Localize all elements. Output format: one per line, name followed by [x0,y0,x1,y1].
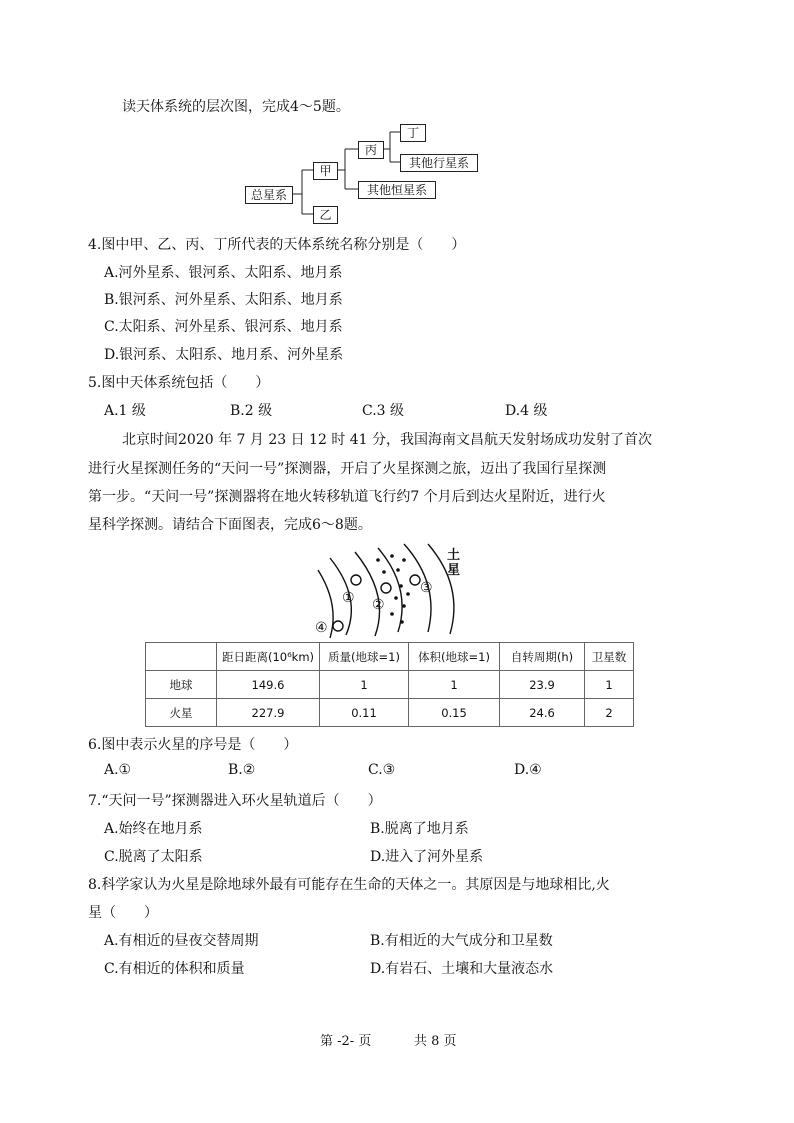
orbit-marker-4: ④ [315,620,328,636]
question-6-option-d: D.④ [514,762,542,778]
table-header-cell: 自转周期(h) [500,643,585,671]
passage-line-4: 星科学探测。请结合下面图表，完成6～8题。 [88,517,372,533]
question-5-stem: 5.图中天体系统包括（ ） [88,375,270,391]
question-8-option-d: D.有岩石、土壤和大量液态水 [370,961,554,977]
page-total: 共 8 页 [414,1034,457,1049]
question-5-option-a: A.1 级 [104,403,146,419]
planet-data-table [145,642,634,727]
table-header-row [146,643,634,671]
question-7-option-c: C.脱离了太阳系 [104,849,203,865]
table-cell: 0.15 [409,699,500,727]
orbit-marker-1: ① [342,590,355,606]
passage-line-3: 第一步。“天问一号”探测器将在地火转移轨道飞行约7 个月后到达火星附近，进行火 [88,489,606,505]
question-7-option-d: D.进入了河外星系 [370,849,484,865]
table-cell: 1 [409,671,500,699]
page-number: 第 -2- 页 [320,1034,372,1049]
node-bing: 丙 [358,141,384,159]
table-header-cell: 体积(地球=1) [409,643,500,671]
table-cell: 24.6 [500,699,585,727]
table-cell: 地球 [146,671,217,699]
question-5-option-d: D.4 级 [505,403,548,419]
passage-line-2: 进行火星探测任务的“天问一号”探测器，开启了火星探测之旅，迈出了我国行星探测 [88,461,607,477]
question-4-option-c: C.太阳系、河外星系、银河系、地月系 [104,319,343,335]
question-5-option-c: C.3 级 [362,403,405,419]
table-header-cell: 卫星数 [585,643,634,671]
table-cell: 227.9 [217,699,320,727]
question-5-option-b: B.2 级 [230,403,273,419]
question-6-stem: 6.图中表示火星的序号是（ ） [88,737,298,753]
table-row [146,699,634,727]
question-4-stem: 4.图中甲、乙、丙、丁所代表的天体系统名称分别是（ ） [88,237,466,253]
table-header-cell: 质量(地球=1) [320,643,409,671]
hierarchy-connectors [0,0,794,240]
question-7-option-b: B.脱离了地月系 [370,821,469,837]
orbit-marker-3: ③ [420,580,433,596]
passage-line-1: 北京时间2020 年 7 月 23 日 12 时 41 分，我国海南文昌航天发射场成功发射了首次 [122,432,653,448]
table-cell: 149.6 [217,671,320,699]
node-ding: 丁 [400,124,426,142]
node-jia: 甲 [313,162,338,180]
question-4-option-d: D.银河系、太阳系、地月系、河外星系 [104,347,344,363]
node-other-planetary-systems: 其他行星系 [400,154,478,172]
table-cell: 0.11 [320,699,409,727]
table-header-cell: 距日距离(10⁶km) [217,643,320,671]
table-cell: 1 [320,671,409,699]
question-8-option-b: B.有相近的大气成分和卫星数 [370,933,553,949]
node-total-galaxy: 总星系 [245,186,293,204]
question-7-option-a: A.始终在地月系 [104,821,203,837]
orbit-marker-2: ② [372,597,385,613]
table-cell: 1 [585,671,634,699]
question-8-stem-line-2: 星（ ） [88,905,158,921]
table-cell: 23.9 [500,671,585,699]
node-yi: 乙 [313,206,338,224]
saturn-label: 土星 [447,548,461,578]
section-intro: 读天体系统的层次图，完成4～5题。 [122,99,350,115]
question-6-option-b: B.② [228,762,256,778]
table-row [146,671,634,699]
question-8-option-a: A.有相近的昼夜交替周期 [104,933,259,949]
question-4-option-b: B.银河系、河外星系、太阳系、地月系 [104,292,343,308]
table-cell: 火星 [146,699,217,727]
table-cell: 2 [585,699,634,727]
question-8-option-c: C.有相近的体积和质量 [104,961,245,977]
question-4-option-a: A.河外星系、银河系、太阳系、地月系 [104,265,343,281]
question-6-option-a: A.① [104,762,132,778]
node-other-stellar-systems: 其他恒星系 [358,181,436,199]
table-header-cell [146,643,217,671]
question-6-option-c: C.③ [368,762,396,778]
question-8-stem-line-1: 8.科学家认为火星是除地球外最有可能存在生命的天体之一。其原因是与地球相比,火 [88,877,610,893]
question-7-stem: 7.“天问一号”探测器进入环火星轨道后（ ） [88,793,382,809]
